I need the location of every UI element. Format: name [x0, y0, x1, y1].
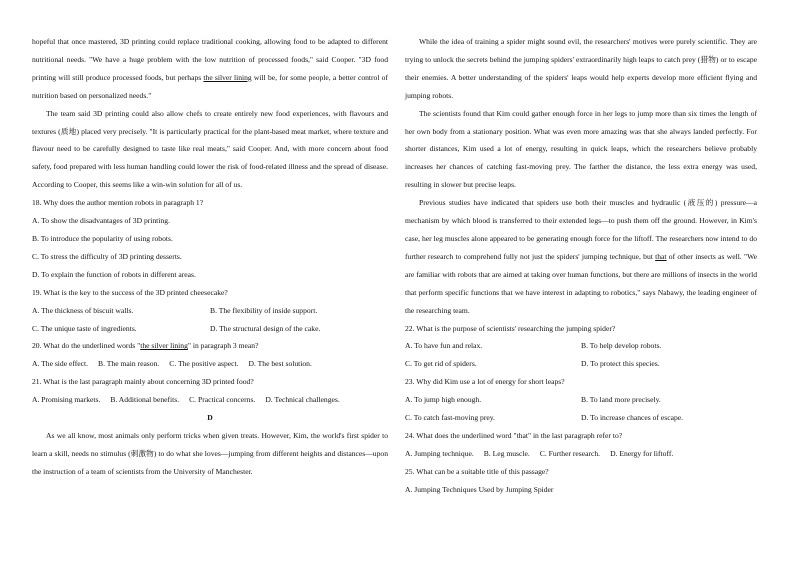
- q21-option-d: D. Technical challenges.: [265, 395, 340, 405]
- q21-option-a: A. Promising markets.: [32, 395, 101, 405]
- question-21: 21. What is the last paragraph mainly about concerning 3D printed food?: [32, 377, 254, 387]
- q24-options: [405, 445, 757, 463]
- q22-options-row-2: [405, 355, 757, 373]
- q23-options-row-1: [405, 391, 757, 409]
- q22-option-d: D. To protect this species.: [581, 359, 660, 369]
- section-heading-d: D: [207, 413, 213, 423]
- q20-option-b: B. The main reason.: [98, 359, 160, 369]
- q20-option-a: A. The side effect.: [32, 359, 89, 369]
- q23-option-d: D. To increase chances of escape.: [581, 413, 684, 423]
- q18-option-b: B. To introduce the popularity of using robots.: [32, 233, 173, 243]
- q20-options: [32, 355, 388, 373]
- passage-d-paragraph-4: Previous studies have indicated that spiders use both their muscles and hydraulic (液压的) pressure—a mechanism by which blood is transferred to their extended legs—to push them off the ground. However, in Kim's case, her leg muscles alone appeared to be generating enough force for the liftoff. The researchers now intend to do further research to comprehend fully not just the spiders' jumping technique, but that of other insects as well. "We are familiar with robots that are aimed at taking over human functions, but there are millions of insects in the world that perform specific functions that we have interest in adapting to robotics," says Nabawy, the leading engineer of the researching team.: [405, 198, 757, 315]
- q20-option-d: D. The best solution.: [248, 359, 312, 369]
- question-24: 24. What does the underlined word "that" in the last paragraph refer to?: [405, 430, 623, 440]
- q22-option-a: A. To have fun and relax.: [405, 341, 483, 351]
- q19-option-b: B. The flexibility of inside support.: [210, 305, 318, 315]
- underlined-phrase: the silver lining: [203, 72, 252, 82]
- passage-d-paragraph-1: As we all know, most animals only perform tricks when given treats. However, Kim, the world's first spider to learn a skill, needs no stimulus (刺激物) to do what she loves—jumping from different heights and distances—upon the instruction of a team of scientists from the University of Manchester.: [32, 430, 388, 476]
- q19-option-d: D. The structural design of the cake.: [210, 323, 321, 333]
- q19-options-row-1: [32, 302, 388, 320]
- question-19: 19. What is the key to the success of the 3D printed cheesecake?: [32, 287, 228, 297]
- left-column: [32, 33, 388, 481]
- question-22: 22. What is the purpose of scientists' researching the jumping spider?: [405, 323, 616, 333]
- q21-option-c: C. Practical concerns.: [189, 395, 256, 405]
- q21-option-b: B. Additional benefits.: [110, 395, 180, 405]
- q20-option-c: C. The positive aspect.: [169, 359, 239, 369]
- q19-option-c: C. The unique taste of ingredients.: [32, 323, 137, 333]
- q23-option-b: B. To land more precisely.: [581, 395, 661, 405]
- passage-c-paragraph-4: The team said 3D printing could also allow chefs to create entirely new food experiences, with flavours and textures (质地) placed very precisely. "It is particularly practical for the plant-based meat market, where texture and flavour need to be carefully designed to taste like real meats," said Cooper. And, with more concern about food safety, food prepared with less human handling could lower the risk of food-related illness and the spread of disease. According to Cooper, this seems like a win-win solution for all of us.: [32, 108, 389, 190]
- question-23: 23. Why did Kim use a lot of energy for short leaps?: [405, 377, 565, 387]
- q23-option-a: A. To jump high enough.: [405, 395, 482, 405]
- question-18: 18. Why does the author mention robots in paragraph 1?: [32, 198, 204, 208]
- q25-option-a: A. Jumping Techniques Used by Jumping Spider: [405, 484, 554, 494]
- question-25: 25. What can be a suitable title of this passage?: [405, 466, 549, 476]
- question-20: 20. What do the underlined words "the silver lining" in paragraph 3 mean?: [32, 341, 259, 351]
- passage-d-paragraph-2: While the idea of training a spider might sound evil, the researchers' motives were purely scientific. They are trying to unlock the secrets behind the jumping spiders' extraordinarily high leaps to catch prey (猎物) or to escape their enemies. A better understanding of the spiders' leaps would help experts develop more efficient flying and jumping robots.: [405, 37, 757, 100]
- q19-options-row-2: [32, 320, 388, 338]
- q22-option-c: C. To get rid of spiders.: [405, 359, 477, 369]
- q23-option-c: C. To catch fast-moving prey.: [405, 413, 495, 423]
- q24-option-d: D. Energy for liftoff.: [610, 448, 674, 458]
- q18-option-c: C. To stress the difficulty of 3D printing desserts.: [32, 251, 182, 261]
- passage-d-paragraph-3: The scientists found that Kim could gather enough force in her legs to jump more than six times the length of her own body from a stationary position. What was even more amazing was that she always landed perfectly. For shorter distances, Kim used a lot of energy, resulting in quick leaps, which the researchers believe probably increases her chances of catching fast-moving prey. The farther the distance, the less extra energy was used, resulting in slower but precise leaps.: [405, 108, 757, 190]
- right-column: [405, 33, 757, 499]
- q24-option-c: C. Further research.: [539, 448, 601, 458]
- q24-option-a: A. Jumping technique.: [405, 448, 474, 458]
- passage-c-paragraph-3: hopeful that once mastered, 3D printing could replace traditional cooking, allowing food to be adapted to different nutritional needs. "We have a huge problem with the low nutrition of processed foods," said Cooper. "3D food printing will still produce processed foods, but perhaps the silver lining will be, for some people, a better control of nutrition based on personalized needs.": [32, 37, 388, 100]
- q22-options-row-1: [405, 337, 757, 355]
- q24-option-b: B. Leg muscle.: [483, 448, 530, 458]
- underlined-word-that: that: [655, 251, 667, 261]
- q23-options-row-2: [405, 409, 757, 427]
- q22-option-b: B. To help develop robots.: [581, 341, 662, 351]
- q21-options: [32, 391, 388, 409]
- q19-option-a: A. The thickness of biscuit walls.: [32, 305, 134, 315]
- q18-option-d: D. To explain the function of robots in different areas.: [32, 269, 196, 279]
- q18-option-a: A. To show the disadvantages of 3D printing.: [32, 216, 170, 226]
